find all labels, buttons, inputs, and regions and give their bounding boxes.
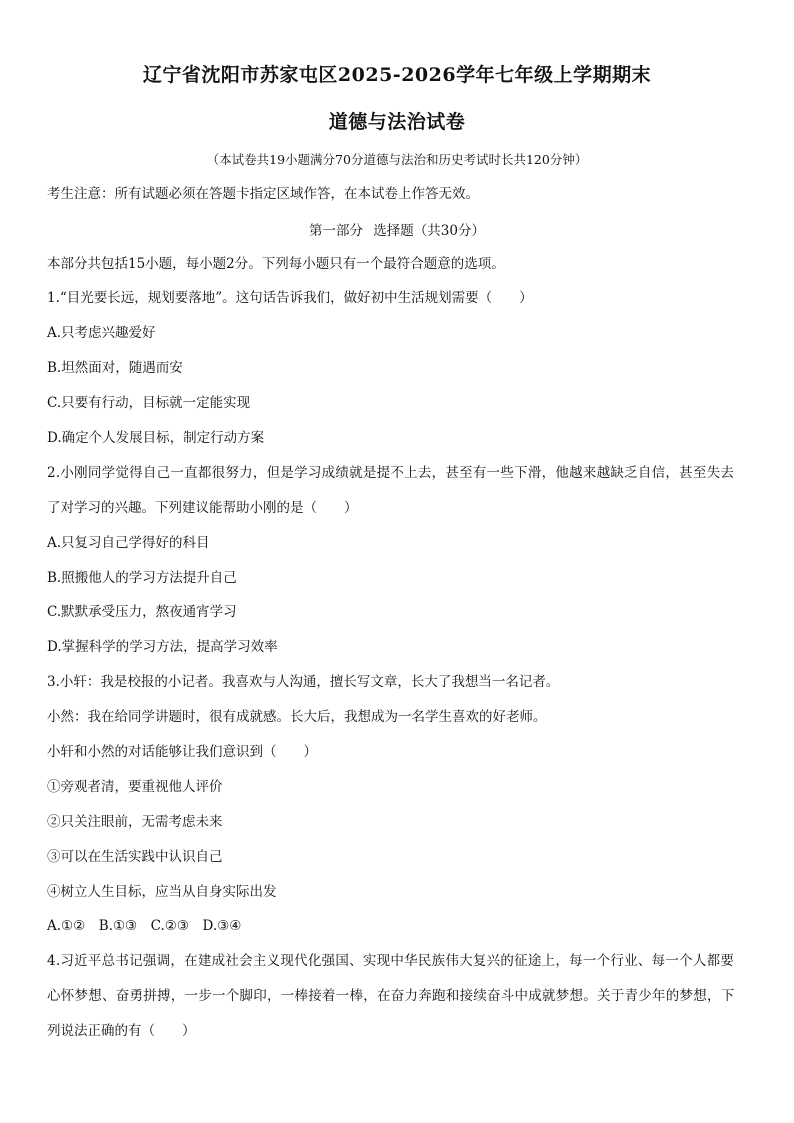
candidate-notice: 考生注意：所有试题必须在答题卡指定区域作答，在本试卷上作答无效。 xyxy=(47,186,479,202)
question-2-option-c: C.默默承受压力，熬夜通宵学习 xyxy=(47,604,237,620)
question-2-option-a: A.只复习自己学得好的科目 xyxy=(47,535,210,551)
question-3-statement-2: ②只关注眼前，无需考虑未来 xyxy=(47,814,223,830)
question-1-option-a: A.只考虑兴趣爱好 xyxy=(47,325,156,341)
question-3-stem-line-1: 3.小轩：我是校报的小记者。我喜欢与人沟通，擅长写文章，长大了我想当一名记者。 xyxy=(47,674,560,690)
question-3-statement-4: ④树立人生目标，应当从自身实际出发 xyxy=(47,884,277,900)
question-1-option-c: C.只要有行动，目标就一定能实现 xyxy=(47,395,251,411)
question-2-option-b: B.照搬他人的学习方法提升自己 xyxy=(47,570,237,586)
question-1-stem: 1.“目光要长远，规划要落地”。这句话告诉我们，做好初中生活规划需要（ ） xyxy=(47,290,533,306)
question-3-choices: A.①② B.①③ C.②③ D.③④ xyxy=(47,918,242,934)
question-4-stem-line-1: 4.习近平总书记强调，在建成社会主义现代化强国、实现中华民族伟大复兴的征途上，每一个行业、每一个人都要 xyxy=(47,953,735,969)
question-3-statement-3: ③可以在生活实践中认识自己 xyxy=(47,849,223,865)
question-2-option-d: D.掌握科学的学习方法，提高学习效率 xyxy=(47,639,278,655)
question-3-stem-line-3: 小轩和小然的对话能够让我们意识到（ ） xyxy=(47,744,317,760)
question-4-stem-line-2: 心怀梦想、奋勇拼搏，一步一个脚印，一棒接着一棒，在奋力奔跑和接续奋斗中成就梦想。关于青少年的梦想，下 xyxy=(47,988,735,1004)
section-instructions: 本部分共包括15小题，每小题2分。下列每小题只有一个最符合题意的选项。 xyxy=(47,256,505,272)
question-3-statement-1: ①旁观者清，要重视他人评价 xyxy=(47,779,223,795)
question-2-stem-line-2: 了对学习的兴趣。下列建议能帮助小刚的是（ ） xyxy=(47,500,358,516)
section-heading: 第一部分 选择题（共30分） xyxy=(309,223,485,239)
exam-info: （本试卷共19小题满分70分道德与法治和历史考试时长共120分钟） xyxy=(206,152,588,167)
question-1-option-b: B.坦然面对，随遇而安 xyxy=(47,360,183,376)
question-2-stem-line-1: 2.小刚同学觉得自己一直都很努力，但是学习成绩就是提不上去，甚至有一些下滑，他越来越缺乏自信，甚至失去 xyxy=(47,465,735,481)
exam-title: 辽宁省沈阳市苏家屯区2025-2026学年七年级上学期期末 xyxy=(142,64,652,86)
question-3-stem-line-2: 小然：我在给同学讲题时，很有成就感。长大后，我想成为一名学生喜欢的好老师。 xyxy=(47,709,547,725)
exam-subject-title: 道德与法治试卷 xyxy=(328,111,466,133)
question-4-stem-line-3: 列说法正确的有（ ） xyxy=(47,1023,196,1039)
question-1-option-d: D.确定个人发展目标，制定行动方案 xyxy=(47,430,265,446)
